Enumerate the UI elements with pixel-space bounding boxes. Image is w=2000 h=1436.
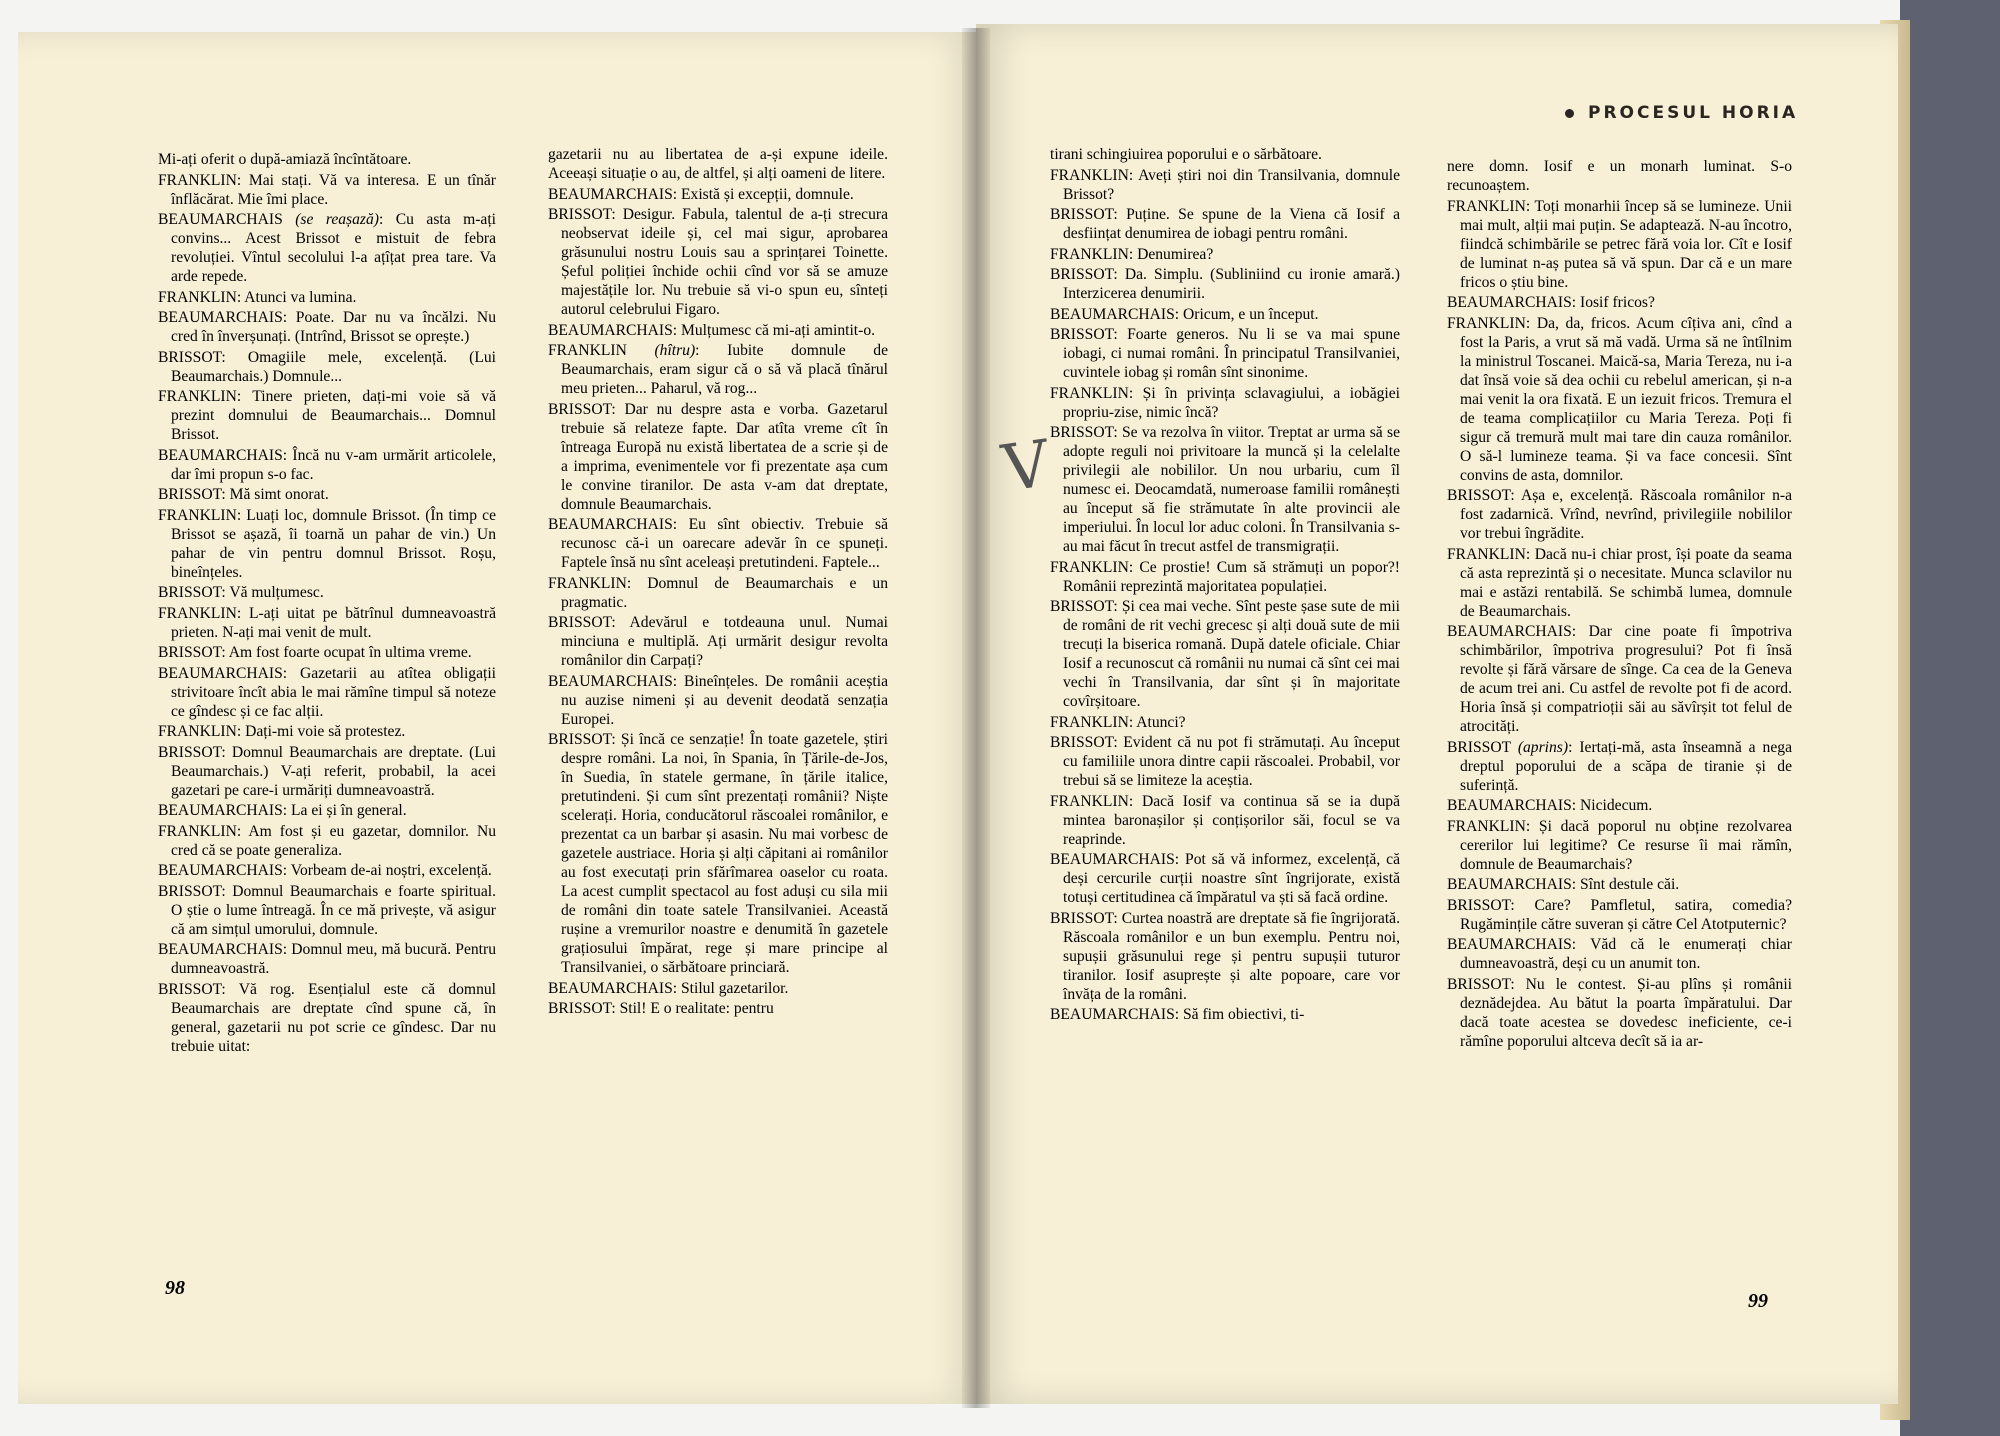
line-text: Curtea noastră are dreptate să fie îngrijorată. Răscoala românilor e un bun exemplu. Pentru noi, supușii grăsunului rege și pentru supușii tuturor tiranilor. Iosif asuprește și alte popoare, care vor învăța de la români. (1063, 909, 1400, 1003)
speaker-name: BEAUMARCHAIS (1050, 305, 1175, 323)
line-text: Domnul meu, mă bucură. Pentru dumneavoastră. (171, 941, 497, 977)
dialogue-line: BRISSOT: Adevărul e totdeauna unul. Numai minciuna e multiplă. Ați urmărit desigur revolta românilor din Carpați? (548, 614, 888, 669)
line-text: Am fost foarte ocupat în ultima vreme. (228, 644, 472, 661)
speaker-name: FRANKLIN (1050, 792, 1129, 810)
line-text: Vă mulțumesc. (229, 584, 324, 601)
speaker-name: BEAUMARCHAIS (158, 446, 283, 464)
speaker-name: FRANKLIN (1447, 545, 1526, 563)
line-text: Domnul Beaumarchais are dreptate. (Lui Beaumarchais.) V-ați referit, probabil, la acei gazetari pe care-i urmăriți dumneavoastră. (171, 743, 497, 799)
line-text: Poate. Dar nu va încălzi. Nu cred în înverșunați. (Intrînd, Brissot se oprește.) (171, 309, 496, 345)
text-column-1 (158, 150, 496, 1057)
dialogue-line: FRANKLIN: Denumirea? (1050, 245, 1214, 263)
dialogue-line: BRISSOT: Care? Pamfletul, satira, comedia? Rugămințile către suveran și către Cel Atotputernic? (1447, 896, 1792, 933)
line-text: Puține. Se spune de la Viena că Iosif a desființat denumirea de iobagi pentru români. (1063, 206, 1401, 242)
speaker-name: BRISSOT (158, 644, 222, 661)
line-text: L-ați uitat pe bătrînul dumneavoastră prieten. N-ați mai venit de mult. (171, 604, 496, 641)
speaker-name: FRANKLIN (158, 288, 237, 306)
dialogue-line (158, 150, 496, 169)
speaker-name: FRANKLIN (158, 506, 237, 524)
dialogue-line: FRANKLIN: Dacă nu-i chiar prost, își poate da seama că asta reprezintă și o necesitate. Munca sclavilor nu mai e astăzi rentabilă. Se schimbă lumea, domnule de Beaumarchais. (1447, 545, 1793, 620)
speaker-name: BRISSOT (158, 743, 222, 761)
dialogue-line (548, 145, 888, 183)
line-text: gazetarii nu au libertatea de a-și expune ideile. Aceeași situație o au, de altfel, și alți oameni de litere. (548, 146, 888, 182)
line-text: Dacă Iosif va continua să se ia după mintea baronașilor și conțișorilor săi, focul se va reaprinde. (1063, 792, 1401, 848)
line-text: Mulțumesc că mi-ați amintit-o. (681, 321, 876, 339)
line-text: Mă simt onorat. (229, 486, 329, 503)
dialogue-line: FRANKLIN: Luați loc, domnule Brissot. (În timp ce Brissot se așază, îi toarnă un pahar de vin.) Un pahar de vin pentru domnul Brissot. Roșu, bineînțeles. (158, 506, 496, 581)
speaker-name: BEAUMARCHAIS (1050, 1006, 1175, 1023)
speaker-name: BEAUMARCHAIS (158, 802, 283, 819)
stage-direction: (aprins) (1517, 738, 1569, 756)
speaker-name: BRISSOT (1050, 206, 1114, 223)
line-text: Gazetarii au atîtea obligații strivitoare încît abia le mai rămîne timpul să noteze ce gîndesc și ce fac alții. (171, 664, 496, 720)
speaker-name: FRANKLIN (1050, 384, 1129, 402)
line-text: Vorbeam de-ai noștri, excelență. (290, 862, 492, 879)
speaker-name: BEAUMARCHAIS (1447, 623, 1572, 640)
text-column-2 (548, 145, 888, 1020)
line-text: Iosif fricos? (1580, 294, 1655, 311)
speaker-name: BRISSOT (548, 206, 612, 223)
dialogue-line: BRISSOT: Vă rog. Esențialul este că domnul Beaumarchais are dreptate cînd spune că, în general, gazetarii nu pot scrie ce gîndesc. Dar nu trebuie uitat: (158, 980, 496, 1055)
dialogue-line: BEAUMARCHAIS: La ei și în general. (158, 802, 407, 819)
line-text: Stil! E o realitate: pentru (619, 1000, 774, 1017)
running-header (1565, 103, 1798, 123)
line-text: Denumirea? (1137, 245, 1214, 263)
dialogue-line: BRISSOT: Da. Simplu. (Subliniind cu ironie amară.) Interzicerea denumirii. (1050, 266, 1400, 302)
dialogue-line: BEAUMARCHAIS: Bineînțeles. De românii aceștia nu auzise nimeni și au devenit deodată senzația Europei. (548, 672, 889, 728)
line-text: Mi-ați oferit o după-amiază încîntătoare. (158, 151, 412, 168)
dialogue-line: BRISSOT: Vă mulțumesc. (158, 584, 324, 601)
dialogue-line: BEAUMARCHAIS: Văd că le enumerați chiar dumneavoastră, deși cu un anumit ton. (1447, 936, 1792, 972)
stage-direction: (hîtru) (654, 342, 696, 359)
dialogue-line: BRISSOT: Omagiile mele, excelență. (Lui Beaumarchais.) Domnule... (158, 348, 496, 385)
dialogue-line: BRISSOT: Nu le contest. Și-au plîns și românii deznădejdea. Au bătut la poarta împăratului. Dar dacă toate acestea se dovedesc ineficiente, ce-i rămîne poporului altceva decît să ia ar- (1447, 975, 1793, 1050)
line-text: Există și excepții, domnule. (681, 185, 854, 203)
line-text: Omagiile mele, excelență. (Lui Beaumarchais.) Domnule... (171, 348, 496, 385)
line-text: Bineînțeles. De românii aceștia nu auzise nimeni și au devenit deodată senzația Europei. (561, 672, 889, 728)
dialogue-line: BRISSOT: Și cea mai veche. Sînt peste șase sute de mii de români de rit vechi grecesc și alți două sute de mii trecuți la biserica romană. După datele oficiale. Chiar Iosif a recunoscut că românii nu numai că sînt cei mai vechi în Transilvania, dar sînt și în majoritate covîrșitoare. (1050, 598, 1401, 710)
speaker-name: FRANKLIN (158, 171, 237, 189)
dialogue-line: BRISSOT: Stil! E o realitate: pentru (548, 1000, 774, 1017)
dialogue-line (1447, 157, 1792, 195)
dialogue-line: FRANKLIN: Și în privința sclavagiului, a iobăgiei propriu-zise, nimic încă? (1050, 384, 1400, 421)
dialogue-line: FRANKLIN: Dați-mi voie să protestez. (158, 723, 406, 740)
speaker-name: BRISSOT (1050, 598, 1114, 615)
dialogue-line: FRANKLIN: Și dacă poporul nu obține rezolvarea cererilor lui legitime? Ce resurse îi mai rămîn, domnule de Beaumarchais? (1447, 817, 1792, 873)
speaker-name: BRISSOT (1050, 424, 1114, 441)
dialogue-line: BRISSOT: Evident că nu pot fi strămutați. Au început cu familiile unora dintre capii răscoalei. Probabil, vor trebui să se limiteze la aceștia. (1050, 734, 1400, 789)
dialogue-line: FRANKLIN: Atunci? (1050, 713, 1186, 731)
speaker-name: BRISSOT (1447, 975, 1511, 993)
dialogue-line: BRISSOT: Așa e, excelență. Răscoala românilor n-a fost zadarnică. Vrînd, nevrînd, privilegiile nobililor vor trebui îngrădite. (1447, 487, 1793, 542)
book-gutter (962, 28, 990, 1408)
speaker-name: BEAUMARCHAIS (158, 211, 283, 228)
speaker-name: BRISSOT (548, 614, 612, 631)
line-text: Și încă ce senzație! În toate gazetele, știri despre români. La noi, în Spania, în Țările-de-Jos, în Suedia, în statele germane, în țările italice, pretutindeni. Și cum sînt prezentați românii? Niște scelerați. Horia, conducătorul răscoalei românilor, e prezentat ca un barbar și asasin. Nu mai vorbesc de gazetele austriace. Horia și alți căpitani ai românilor au fost executați prin sfărîmarea oaselor cu roata. La acest cumplit spectacol au fost aduși cu sila mii de români din toate satele Transilvaniei. Această rușine a vremurilor noastre e denumită în gazetele grațiosului împărat, rege și mare principe al Transilvaniei, o sărbătoare princiară. (561, 731, 888, 976)
speaker-name: FRANKLIN (158, 388, 237, 405)
line-text: nere domn. Iosif e un monarh luminat. S-o recunoaștem. (1447, 158, 1792, 194)
dialogue-line: BEAUMARCHAIS: Să fim obiectivi, ti- (1050, 1006, 1305, 1023)
speaker-name: BRISSOT (1050, 266, 1114, 283)
dialogue-line: FRANKLIN: Tinere prieten, dați-mi voie să vă prezint domnului de Beaumarchais... Domnul Brissot. (158, 388, 497, 443)
speaker-name: BEAUMARCHAIS (158, 941, 283, 958)
dialogue-line: BEAUMARCHAIS: Sînt destule căi. (1447, 876, 1680, 893)
speaker-name: BEAUMARCHAIS (1447, 936, 1572, 953)
speaker-name: BRISSOT (1447, 896, 1511, 914)
speaker-name: BRISSOT (1447, 487, 1511, 504)
line-text: Iertați-mă, asta înseamnă a nega dreptul poporului de a scăpa de tiranie și de suferință. (1460, 738, 1792, 794)
book-cover (1900, 0, 2000, 1436)
line-text: Nu le contest. Și-au plîns și românii deznădejdea. Au bătut la poarta împăratului. Dar dacă toate acestea se dovedesc ineficiente, ce-i rămîne poporului altceva decît să ia ar- (1460, 975, 1793, 1050)
speaker-name: BEAUMARCHAIS (548, 672, 673, 690)
line-text: Adevărul e totdeauna unul. Numai minciuna e multiplă. Ați urmărit desigur revolta românilor din Carpați? (561, 614, 888, 669)
line-text: Se va rezolva în viitor. Treptat ar urma să se adopte reguli noi privitoare la muncă și la celelalte privilegii ale nobililor. Un nou urbariu, cum îl numesc ei. Deocamdată, numeroase familii românești au început să fie strămutate în alte provincii ale imperiului. În locul lor aduc coloni. În Transilvania s-au mai făcut în trecut astfel de transmigrații. (1063, 424, 1401, 555)
dialogue-line: BEAUMARCHAIS: Există și excepții, domnule. (548, 185, 854, 203)
line-text: Da, da, fricos. Acum cîțiva ani, cînd a fost la Paris, a vrut să mă vadă. Urma să ne întîlnim la ministrul Toscanei. Maică-sa, Maria Tereza, nu i-a dat însă voie să dea ochii cu rebelul american, și n-a mai venit la ora fixată. E un iezuit fricos. Tremura el de teama complicațiilor cu Maria Tereza. Poți fi sigur că tremură mult mai tare din cauza românilor. O să-l lumineze teama. Și va face concesii. Sînt convins de asta, domnilor. (1460, 314, 1793, 484)
dialogue-line: BRISSOT: Se va rezolva în viitor. Treptat ar urma să se adopte reguli noi privitoare la muncă și la celelalte privilegii ale nobililor. Un nou urbariu, cum îl numesc ei. Deocamdată, numeroase familii românești au început să fie strămutate în alte provincii ale imperiului. În locul lor aduc coloni. În Transilvania s-au mai făcut în trecut astfel de transmigrații. (1050, 424, 1401, 555)
dialogue-line: BRISSOT: Foarte generos. Nu li se va mai spune iobagi, ci numai români. În principatul Transilvaniei, cuvintele iobag și român sînt sinonime. (1050, 326, 1401, 381)
line-text: Și în privința sclavagiului, a iobăgiei propriu-zise, nimic încă? (1063, 384, 1400, 421)
line-text: Mai stați. Vă va interesa. E un tînăr înflăcărat. Mie îmi place. (171, 171, 497, 208)
speaker-name: FRANKLIN (1447, 314, 1526, 332)
speaker-name: FRANKLIN (158, 723, 237, 740)
speaker-name: BRISSOT (1050, 909, 1114, 927)
line-text: Dați-mi voie să protestez. (245, 723, 406, 740)
dialogue-line: BRISSOT: Mă simt onorat. (158, 486, 329, 503)
speaker-name: BRISSOT (158, 882, 222, 900)
speaker-name: BRISSOT (158, 486, 222, 503)
speaker-name: BRISSOT (158, 348, 222, 366)
line-text: Dar nu despre asta e vorba. Gazetarul trebuie să relateze fapte. Dar atîta vreme cît în întreaga Europă nu există libertatea de a scrie și de a imprima, evenimentele vor fi prezentate așa cum le convine tiranilor. De asta v-am dat dreptate, domnule Beaumarchais. (561, 400, 889, 513)
dialogue-line: BEAUMARCHAIS: Oricum, e un început. (1050, 305, 1319, 323)
line-text: Încă nu v-am urmărit articolele, dar îmi propun s-o fac. (171, 446, 496, 483)
dialogue-line: BEAUMARCHAIS: Iosif fricos? (1447, 294, 1655, 311)
speaker-name: BEAUMARCHAIS (548, 185, 673, 203)
speaker-name: FRANKLIN (548, 342, 627, 359)
line-text: Așa e, excelență. Răscoala românilor n-a fost zadarnică. Vrînd, nevrînd, privilegiile nobililor vor trebui îngrădite. (1460, 487, 1793, 542)
speaker-name: FRANKLIN (548, 574, 627, 592)
dialogue-line: BRISSOT: Și încă ce senzație! În toate gazetele, știri despre români. La noi, în Spania, în Țările-de-Jos, în Suedia, în statele germane, în țările italice, pretutindeni. Și cum sînt prezentați românii? Niște scelerați. Horia, conducătorul răscoalei românilor, e prezentat ca un barbar și asasin. Nu mai vorbesc de gazetele austriace. Horia și alți căpitani ai românilor au fost executați prin sfărîmarea oaselor cu roata. La acest cumplit spectacol au fost aduși cu sila mii de români din toate satele Transilvaniei. Această rușine a vremurilor noastre e denumită în gazetele grațiosului împărat, rege și mare principe al Transilvaniei, o sărbătoare princiară. (548, 731, 888, 976)
dialogue-line: BRISSOT: Curtea noastră are dreptate să fie îngrijorată. Răscoala românilor e un bun exemplu. Pentru noi, supușii grăsunului rege și pentru supușii tuturor tiranilor. Iosif asuprește și alte popoare, care vor învăța de la români. (1050, 909, 1400, 1003)
speaker-name: FRANKLIN (158, 822, 237, 840)
speaker-name: BEAUMARCHAIS (158, 664, 283, 682)
line-text: Am fost și eu gazetar, domnilor. Nu cred că se poate generaliza. (171, 822, 497, 859)
line-text: Evident că nu pot fi strămutați. Au început cu familiile unora dintre capii răscoalei. Probabil, vor trebui să se limiteze la aceștia. (1063, 734, 1400, 789)
line-text: Atunci va lumina. (244, 288, 357, 306)
stage-direction: (se reașază) (295, 211, 379, 228)
dialogue-line: BEAUMARCHAIS: Dar cine poate fi împotriva schimbărilor, împotriva progresului? Pot fi însă revolte și fără vărsare de sînge. Ca cea de la Geneva de acum trei ani. Cu astfel de revolte pot fi de acord. Horia însă și compatrioții săi au săvîrșit tot felul de atrocități. (1447, 623, 1792, 735)
line-text: Aveți știri noi din Transilvania, domnule Brissot? (1063, 166, 1401, 203)
dialogue-line: BRISSOT: Domnul Beaumarchais are dreptate. (Lui Beaumarchais.) V-ați referit, probabil, la acei gazetari pe care-i urmăriți dumneavoastră. (158, 743, 497, 799)
speaker-name: BEAUMARCHAIS (548, 321, 673, 339)
dialogue-line: BRISSOT: Am fost foarte ocupat în ultima vreme. (158, 644, 472, 661)
speaker-name: BRISSOT (1050, 734, 1114, 751)
dialogue-line: FRANKLIN: Am fost și eu gazetar, domnilor. Nu cred că se poate generaliza. (158, 822, 497, 859)
line-text: Domnul de Beaumarchais e un pragmatic. (561, 574, 889, 611)
running-title: PROCESUL HORIA (1588, 103, 1799, 123)
line-text: Și cea mai veche. Sînt peste șase sute de mii de români de rit vechi grecesc și alți două sute de mii trecuți la biserica romană. După datele oficiale. Chiar Iosif a recunoscut că românii nu numai că sînt cei mai vechi în Transilvania, dar sînt și în majoritate covîrșitoare. (1063, 598, 1401, 710)
line-text: Sînt destule căi. (1580, 876, 1680, 893)
speaker-name: BEAUMARCHAIS (158, 309, 283, 326)
speaker-name: BEAUMARCHAIS (1447, 797, 1572, 814)
speaker-name: FRANKLIN (1050, 245, 1129, 263)
line-text: Foarte generos. Nu li se va mai spune iobagi, ci numai români. În principatul Transilvaniei, cuvintele iobag și român sînt sinonime. (1063, 326, 1401, 381)
line-text: Stilul gazetarilor. (681, 979, 789, 997)
dialogue-line: BRISSOT: Domnul Beaumarchais e foarte spiritual. O știe o lume întreagă. În ce mă privește, vă asigur că am simțul umorului, domnule. (158, 882, 496, 938)
speaker-name: FRANKLIN (1050, 713, 1129, 731)
dialogue-line: FRANKLIN: Da, da, fricos. Acum cîțiva ani, cînd a fost la Paris, a vrut să mă vadă. Urma să ne întîlnim la ministrul Toscanei. Maică-sa, Maria Tereza, nu i-a dat însă voie să dea ochii cu rebelul american, și n-a mai venit la ora fixată. E un iezuit fricos. Tremura el de teama complicațiilor cu Maria Tereza. Poți fi sigur că tremură mult mai tare din cauza românilor. O să-l lumineze teama. Și va face concesii. Sînt convins de asta, domnilor. (1447, 314, 1793, 484)
speaker-name: BRISSOT (548, 731, 612, 748)
line-text: La ei și în general. (291, 802, 407, 819)
dialogue-line: FRANKLIN: Mai stați. Vă va interesa. E un tînăr înflăcărat. Mie îmi place. (158, 171, 497, 208)
dialogue-line: BEAUMARCHAIS: Pot să vă informez, excelență, că deși cercurile curții noastre sînt îngrijorate, există totuși certitudinea că împăratul va ști să facă ordine. (1050, 851, 1400, 906)
line-text: Cu asta m-ați convins... Acest Brissot e mistuit de febra revoluției. Vîntul secolului l-a ațîțat prea tare. Va arde repede. (171, 211, 496, 285)
speaker-name: BRISSOT (548, 1000, 612, 1017)
speaker-name: FRANKLIN (1447, 197, 1526, 215)
dialogue-line: FRANKLIN: Toți monarhii încep să se lumineze. Unii mai mult, alții mai puțin. Se adaptează. N-au încotro, fiindcă schimbările se petrec fără voia lor. Cît e Iosif de luminat n-aș putea să vă spun. Dar că e un mare fricos o știu bine. (1447, 197, 1793, 291)
dialogue-line: BRISSOT: Dar nu despre asta e vorba. Gazetarul trebuie să relateze fapte. Dar atîta vreme cît în întreaga Europă nu există libertatea de a scrie și de a imprima, evenimentele vor fi prezentate așa cum le convine tiranilor. De asta v-am dat dreptate, domnule Beaumarchais. (548, 400, 889, 513)
dialogue-line: FRANKLIN: Atunci va lumina. (158, 288, 357, 306)
dialogue-line: BEAUMARCHAIS: Mulțumesc că mi-ați amintit-o. (548, 321, 876, 339)
text-column-4 (1447, 157, 1792, 1052)
line-text: Să fim obiectivi, ti- (1183, 1006, 1305, 1023)
line-text: Tinere prieten, dați-mi voie să vă prezint domnului de Beaumarchais... Domnul Brissot. (171, 388, 497, 443)
line-text: Ce prostie! Cum să strămuți un popor?! Românii reprezintă majoritatea populației. (1063, 558, 1401, 595)
page-number-left: 98 (165, 1277, 185, 1299)
speaker-name: BEAUMARCHAIS (548, 979, 673, 997)
dialogue-line: BRISSOT: Puține. Se spune de la Viena că Iosif a desființat denumirea de iobagi pentru români. (1050, 206, 1401, 242)
line-text: Domnul Beaumarchais e foarte spiritual. O știe o lume întreagă. În ce mă privește, vă asigur că am simțul umorului, domnule. (171, 882, 496, 938)
dialogue-line: BEAUMARCHAIS: Încă nu v-am urmărit articolele, dar îmi propun s-o fac. (158, 446, 496, 483)
dialogue-line (1050, 145, 1400, 164)
line-text: Da. Simplu. (Subliniind cu ironie amară.) Interzicerea denumirii. (1063, 266, 1400, 302)
dialogue-line: BEAUMARCHAIS: Domnul meu, mă bucură. Pentru dumneavoastră. (158, 941, 497, 977)
line-text: Care? Pamfletul, satira, comedia? Rugămințile către suveran și către Cel Atotputernic? (1460, 896, 1792, 933)
text-column-3 (1050, 145, 1400, 1026)
speaker-name: BEAUMARCHAIS (1447, 876, 1572, 893)
bullet-icon (1565, 109, 1574, 118)
speaker-name: BRISSOT (158, 584, 222, 601)
speaker-name: BRISSOT (548, 400, 612, 418)
dialogue-line: BEAUMARCHAIS: Vorbeam de-ai noștri, excelență. (158, 862, 492, 879)
line-text: Vă rog. Esențialul este că domnul Beaumarchais are dreptate cînd spune că, în general, gazetarii nu pot scrie ce gîndesc. Dar nu trebuie uitat: (171, 980, 496, 1055)
dialogue-line: BRISSOT: Desigur. Fabula, talentul de a-ți strecura neobservat ideile și, cel mai sigur, aprobarea grăsunului nostru Louis sau a sprințarei Toinette. Șeful poliției închide ochii cînd vor să se amuze majestățile lor. Nu trebuie să vi-o spun eu, sînteți autorul celebrului Figaro. (548, 206, 888, 318)
line-text: Văd că le enumerați chiar dumneavoastră, deși cu un anumit ton. (1460, 936, 1792, 972)
handwritten-margin-mark: V (998, 427, 1055, 507)
speaker-name: BEAUMARCHAIS (1447, 294, 1572, 311)
line-text: Nicidecum. (1580, 797, 1653, 814)
line-text: tirani schingiuirea poporului e o sărbătoare. (1050, 146, 1322, 163)
line-text: Desigur. Fabula, talentul de a-ți strecura neobservat ideile și, cel mai sigur, aprobarea grăsunului nostru Louis sau a sprințarei Toinette. Șeful poliției închide ochii cînd vor să se amuze majestățile lor. Nu trebuie să vi-o spun eu, sînteți autorul celebrului Figaro. (561, 206, 888, 318)
speaker-name: BEAUMARCHAIS (158, 862, 283, 879)
line-text: Eu sînt obiectiv. Trebuie să recunosc că-i un oarecare adevăr în ce spuneți. Faptele însă nu sînt aceleași pretutindeni. Faptele... (561, 516, 888, 571)
dialogue-line: FRANKLIN: Aveți știri noi din Transilvania, domnule Brissot? (1050, 166, 1401, 203)
speaker-name: FRANKLIN (1050, 166, 1129, 184)
page-number-right: 99 (1748, 1290, 1768, 1312)
dialogue-line: FRANKLIN: Ce prostie! Cum să strămuți un popor?! Românii reprezintă majoritatea populației. (1050, 558, 1401, 595)
dialogue-line: FRANKLIN: Domnul de Beaumarchais e un pragmatic. (548, 574, 889, 611)
speaker-name: BRISSOT (1050, 326, 1114, 343)
dialogue-line: BEAUMARCHAIS: Eu sînt obiectiv. Trebuie să recunosc că-i un oarecare adevăr în ce spuneți. Faptele însă nu sînt aceleași pretutindeni. Faptele... (548, 516, 888, 571)
line-text: Luați loc, domnule Brissot. (În timp ce Brissot se așază, îi toarnă un pahar de vin.) Un pahar de vin pentru domnul Brissot. Roșu, bineînțeles. (171, 506, 496, 581)
line-text: Oricum, e un început. (1183, 305, 1319, 323)
speaker-name: BEAUMARCHAIS (1050, 851, 1175, 868)
line-text: Dar cine poate fi împotriva schimbărilor, împotriva progresului? Pot fi însă revolte și fără vărsare de sînge. Ca cea de la Geneva de acum trei ani. Cu astfel de revolte pot fi de acord. Horia însă și compatrioții săi au săvîrșit tot felul de atrocități. (1460, 623, 1792, 735)
line-text: Iubite domnule de Beaumarchais, eram sigur că o să vă placă tînărul meu prieten... Paharul, vă rog... (561, 342, 888, 397)
speaker-name: FRANKLIN (1050, 558, 1129, 576)
dialogue-line: FRANKLIN (hîtru): Iubite domnule de Beaumarchais, eram sigur că o să vă placă tînărul meu prieten... Paharul, vă rog... (548, 342, 888, 397)
line-text: Și dacă poporul nu obține rezolvarea cererilor lui legitime? Ce resurse îi mai rămîn, domnule de Beaumarchais? (1460, 817, 1792, 873)
speaker-name: FRANKLIN (158, 604, 237, 622)
dialogue-line: BEAUMARCHAIS: Stilul gazetarilor. (548, 979, 789, 997)
dialogue-line: BEAUMARCHAIS: Poate. Dar nu va încălzi. Nu cred în înverșunați. (Intrînd, Brissot se oprește.) (158, 309, 496, 345)
dialogue-line: BEAUMARCHAIS: Nicidecum. (1447, 797, 1653, 814)
line-text: Atunci? (1136, 713, 1186, 731)
dialogue-line: BRISSOT (aprins): Iertați-mă, asta înseamnă a nega dreptul poporului de a scăpa de tiranie și de suferință. (1447, 738, 1792, 794)
speaker-name: BEAUMARCHAIS (548, 516, 673, 533)
line-text: Pot să vă informez, excelență, că deși cercurile curții noastre sînt îngrijorate, există totuși certitudinea că împăratul va ști să facă ordine. (1063, 851, 1400, 906)
dialogue-line: BEAUMARCHAIS (se reașază): Cu asta m-ați convins... Acest Brissot e mistuit de febra revoluției. Vîntul secolului l-a ațîțat prea tare. Va arde repede. (158, 211, 496, 285)
line-text: Toți monarhii încep să se lumineze. Unii mai mult, alții mai puțin. Se adaptează. N-au încotro, fiindcă schimbările se petrec fără voia lor. Cît e Iosif de luminat n-aș putea să vă spun. Dar că e un mare fricos o știu bine. (1460, 197, 1793, 291)
speaker-name: BRISSOT (158, 980, 222, 998)
speaker-name: BRISSOT (1447, 738, 1511, 756)
dialogue-line: FRANKLIN: L-ați uitat pe bătrînul dumneavoastră prieten. N-ați mai venit de mult. (158, 604, 496, 641)
speaker-name: FRANKLIN (1447, 817, 1526, 835)
dialogue-line: FRANKLIN: Dacă Iosif va continua să se ia după mintea baronașilor și conțișorilor săi, focul se va reaprinde. (1050, 792, 1401, 848)
line-text: Dacă nu-i chiar prost, își poate da seama că asta reprezintă și o necesitate. Munca sclavilor nu mai e astăzi rentabilă. Se schimbă lumea, domnule de Beaumarchais. (1460, 545, 1793, 620)
dialogue-line: BEAUMARCHAIS: Gazetarii au atîtea obligații strivitoare încît abia le mai rămîne timpul să noteze ce gîndesc și ce fac alții. (158, 664, 496, 720)
